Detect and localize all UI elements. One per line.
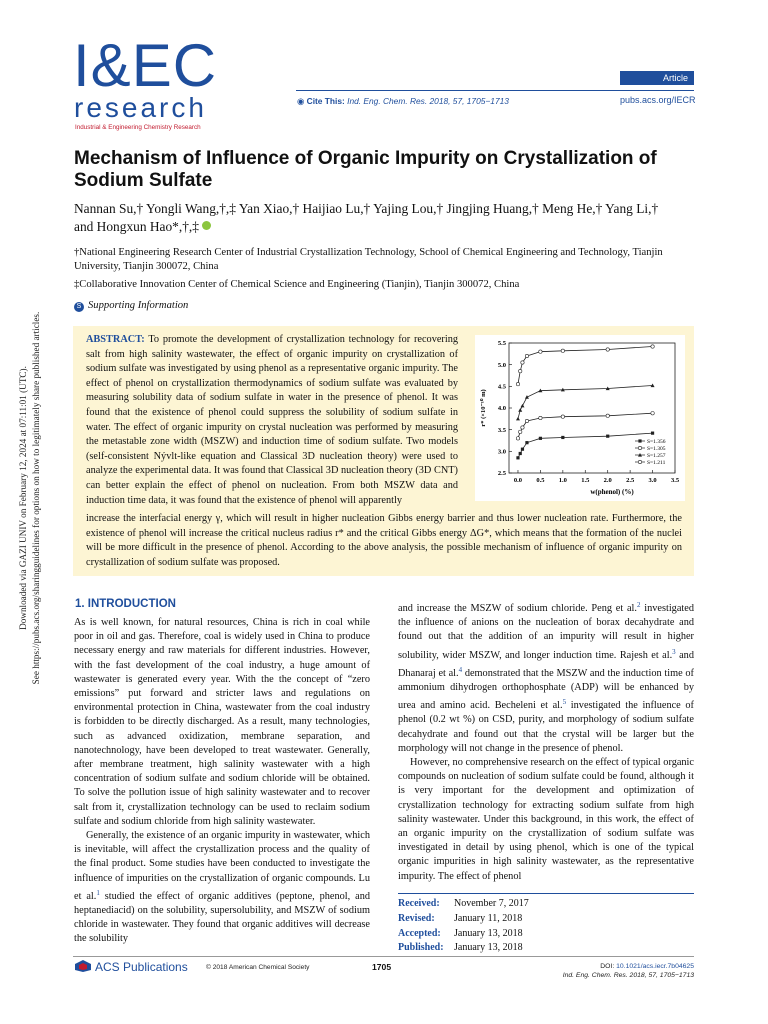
journal-reference: Ind. Eng. Chem. Res. 2018, 57, 1705−1713 xyxy=(562,972,694,979)
data-point xyxy=(525,354,528,357)
supporting-info-icon: S xyxy=(74,302,84,312)
data-point xyxy=(638,460,641,463)
intro-paragraph-4: However, no comprehensive research on the effect of typical organic compounds on nucleation of sodium sulfate could be found, although it is very important for the development and optimization of crystallization technology for extracting sodium sulfate from high salinity wastewater. Under this background, in this work, the effect of an organic impurity on the crystallization of sodium sulfate was investigated in detail by using phenol, which is one of the typical organic impurities in high salinity wastewater, as the representative impurity. The effect of phenol xyxy=(398,757,694,882)
citation-ref-1[interactable]: 1 xyxy=(96,888,100,897)
data-point xyxy=(525,395,529,399)
x-axis-label: w(phenol) (%) xyxy=(590,488,634,496)
acs-publications-logo[interactable] xyxy=(74,960,188,974)
citation-ref-4[interactable]: 4 xyxy=(458,665,463,674)
intro-paragraph-3: and increase the MSZW of sodium chloride. Peng et al.$^2$ investigated the influence of anions on the nucleation of borax decahydrate and found out that the addition of an impurity will result in higher solubility, wider MSZW, and longer induction time. Rajesh et al.$^3$ and Dhanaraj et al.$^4$ demonstrated that the MSZW and the induction time of ammonium dihydrogen orthophosphate (ADP) will be enhanced by urea and amino acid. Becheleni et al.$^5$ investigated the influence of phenol (0.2 wt %) on CSD, purity, and morphology of sodium sulfate decahydrate and found out that the crystal will be larger but the morphology will not change in the presence of phenol. xyxy=(398,601,694,754)
cite-reference: Ind. Eng. Chem. Res. 2018, 57, 1705−1713 xyxy=(347,96,509,106)
data-point xyxy=(521,448,524,451)
y-tick-label: 3.5 xyxy=(497,426,506,434)
footer-rule xyxy=(73,956,694,957)
y-tick-label: 5.5 xyxy=(497,340,506,348)
cite-this-link[interactable] xyxy=(297,96,509,106)
citation-ref-5[interactable]: 5 xyxy=(562,698,567,707)
series-line xyxy=(518,346,653,384)
download-notice-line2[interactable]: See https://pubs.acs.org/sharingguidelines for options on how to legitimately share published articles. xyxy=(31,311,41,685)
abstract-text-part1 xyxy=(86,333,458,508)
x-tick-label: 3.5 xyxy=(670,477,680,484)
page-number: 1705 xyxy=(372,962,392,972)
data-point xyxy=(561,349,564,352)
journal-logo: I&EC xyxy=(73,32,218,99)
x-tick-label: 3.0 xyxy=(648,477,657,484)
citation-ref-3[interactable]: 3 xyxy=(672,647,676,656)
y-axis-label: r* (×10⁻¹⁰ m) xyxy=(480,389,487,427)
x-tick-label: 0.0 xyxy=(513,477,523,484)
intro-paragraph-1: As is well known, for natural resources, China is rich in coal while poor in oil and gas. Therefore, coal is widely used in China to produce necessary energy and raw materials for different industries. However, with the fast development of the coal industry, a huge amount of wastewater is generated every year. With the the concept of “zero emissions” put forward and stricter laws and regulations on environmental protection in China, wastewater from the coal industry is forbidden to be directly discharged. As a result, many technologies, such as advanced oxidization, membrane separation, and nanotechnology, have been developed to treat wastewater. Generally, after membrane treatment, high salinity wastewater with a high concentration of sodium sulfate and sodium chloride will be obtained. To solve the pollution issue of high salinity wastewater and to recover salt from it, crystallization technology can be used to reclaim sodium sulfate and sodium chloride from high salinity wastewater. xyxy=(74,617,370,827)
doi-link[interactable]: 10.1021/acs.iecr.7b04625 xyxy=(616,963,694,970)
data-point xyxy=(638,439,641,442)
data-point xyxy=(561,436,564,439)
x-tick-label: 1.5 xyxy=(581,477,590,484)
data-point xyxy=(519,452,522,455)
copyright: © 2018 American Chemical Society xyxy=(206,964,310,971)
data-point xyxy=(561,415,564,418)
data-point xyxy=(516,382,519,385)
date-published: Published: January 13, 2018 xyxy=(398,942,523,954)
date-received: Received: November 7, 2017 xyxy=(398,898,529,909)
series-line xyxy=(518,385,653,418)
data-point xyxy=(539,416,542,419)
x-tick-label: 2.0 xyxy=(603,477,612,484)
data-point xyxy=(651,345,654,348)
author-list xyxy=(74,200,704,236)
header-rule xyxy=(296,90,694,91)
data-point xyxy=(539,350,542,353)
authors-line2: and Hongxun Hao*,†,‡ xyxy=(74,219,199,234)
legend-label: S=1.211 xyxy=(647,460,666,466)
cite-label: Cite This: xyxy=(306,96,345,106)
supporting-info-link[interactable] xyxy=(74,300,188,312)
doi-label: DOI: xyxy=(600,963,615,970)
acs-hexagon-icon xyxy=(74,960,92,972)
data-point xyxy=(521,361,524,364)
data-point xyxy=(606,348,609,351)
data-point xyxy=(516,437,519,440)
chart-svg xyxy=(475,335,685,501)
y-tick-label: 3.0 xyxy=(497,448,506,456)
paper-title: Mechanism of Influence of Organic Impurity on Crystallization of Sodium Sulfate xyxy=(74,148,657,191)
data-point xyxy=(519,430,522,433)
orcid-icon[interactable] xyxy=(202,221,211,230)
series-line xyxy=(518,433,653,458)
supporting-info-label: Supporting Information xyxy=(88,300,189,311)
doi-block xyxy=(470,962,694,980)
data-point xyxy=(651,412,654,415)
intro-paragraph-2: Generally, the existence of an organic impurity in wastewater, which is inevitable, will affect the crystallization process and the quality of the final product. Some studies have been conducted to investigate the influence of impurities on the crystallization of organic compounds. Lu et al.$^1$ studied the effect of organic additives (peptone, phenol, and heptanediacid) on the solubility, supersolubility, and MSZW of sodium chloride in wastewater. They found that organic additives will decrease the solubility xyxy=(74,830,370,945)
affiliation-1: †National Engineering Research Center of Industrial Crystallization Technology, School of Chemical Engineering and Technology, Tianjin University, Tianjin 300072, China xyxy=(74,247,663,272)
acs-publications-label: ACS Publications xyxy=(95,960,188,974)
data-point xyxy=(539,437,542,440)
download-notice xyxy=(17,98,43,898)
citation-ref-2[interactable]: 2 xyxy=(636,601,641,609)
section-heading-introduction: 1. INTRODUCTION xyxy=(75,598,176,610)
data-point xyxy=(638,446,641,449)
date-revised: Revised: January 11, 2018 xyxy=(398,912,523,924)
x-tick-label: 1.0 xyxy=(558,477,567,484)
abstract-body2: increase the interfacial energy γ, which will result in higher nucleation Gibbs energy barrier and thus lower nucleation rate. Furthermore, the existence of phenol will increase the critical nucleus radius r* and the critical Gibbs energy ΔG*, which means that the formation of the nuclei will be more difficult in the presence of phenol. According to the above analysis, the possible mechanism of influence of organic impurity on crystallization of sodium sulfate was proposed. xyxy=(86,513,682,568)
publication-dates xyxy=(398,893,694,956)
journal-url[interactable]: pubs.acs.org/IECR xyxy=(620,95,696,105)
data-point xyxy=(521,426,524,429)
data-point xyxy=(516,456,519,459)
data-point xyxy=(525,441,528,444)
data-point xyxy=(518,408,522,412)
data-point xyxy=(520,404,524,408)
affiliation-2: ‡Collaborative Innovation Center of Chemical Science and Engineering (Tianjin), Tianjin 300072, China xyxy=(74,279,520,290)
download-notice-line1: Downloaded via GAZI UNIV on February 12, 2024 at 07:11:01 (UTC). xyxy=(18,366,28,630)
data-point xyxy=(651,432,654,435)
body-column-right xyxy=(398,598,694,884)
y-tick-label: 4.0 xyxy=(497,405,506,413)
legend-label: S=1.356 xyxy=(647,439,666,445)
y-tick-label: 5.0 xyxy=(497,361,506,369)
body-column-left xyxy=(74,616,370,947)
data-point xyxy=(516,417,520,421)
journal-logo-word: research xyxy=(74,92,207,123)
legend-label: S=1.257 xyxy=(647,453,666,459)
data-point xyxy=(606,414,609,417)
article-type-badge: Article xyxy=(620,71,694,85)
data-point xyxy=(525,419,528,422)
legend-label: S=1.305 xyxy=(647,446,666,452)
x-tick-label: 2.5 xyxy=(626,477,635,484)
date-accepted: Accepted: January 13, 2018 xyxy=(398,927,523,939)
x-tick-label: 0.5 xyxy=(536,477,545,484)
data-point xyxy=(606,435,609,438)
authors-line1: Nannan Su,† Yongli Wang,†,‡ Yan Xiao,† Haijiao Lu,† Yajing Lou,† Jingjing Huang,† Meng He,† Yang Li,† xyxy=(74,201,659,216)
abstract-label: ABSTRACT: xyxy=(86,334,145,345)
y-tick-label: 4.5 xyxy=(497,383,506,391)
data-point xyxy=(519,369,522,372)
journal-logo-subtitle: Industrial & Engineering Chemistry Research xyxy=(75,124,201,131)
cite-icon: ◉ xyxy=(297,96,307,106)
abstract-body1: To promote the development of crystallization technology for recovering salt from high salinity wastewater, the effect of organic impurity on crystallization of sodium sulfate was investigated by using phenol as a representative organic impurity. The effect of phenol on crystallization thermodynamics of sodium sulfate was evaluated by measuring solubility data of sodium sulfate in water in the presence of phenol. It was found that the existence of phenol could suppress the solubility of sodium sulfate in water. The effect of organic impurity on crystal nucleation was performed by measuring the metastable zone width (MSZW) and induction time of sodium sulfate. Two models (self-consistent Nývlt-like equation and Classical 3D nucleation theory) were used to analyze the experimental data. It was found that Classical 3D nucleation theory (3D CNT) can better explain the effect of phenol on nucleation. From both MSZW data and induction time data, it was found that the existence of phenol will apparently xyxy=(86,334,459,506)
y-tick-label: 2.5 xyxy=(497,470,506,478)
toc-graphic-chart xyxy=(475,335,685,501)
